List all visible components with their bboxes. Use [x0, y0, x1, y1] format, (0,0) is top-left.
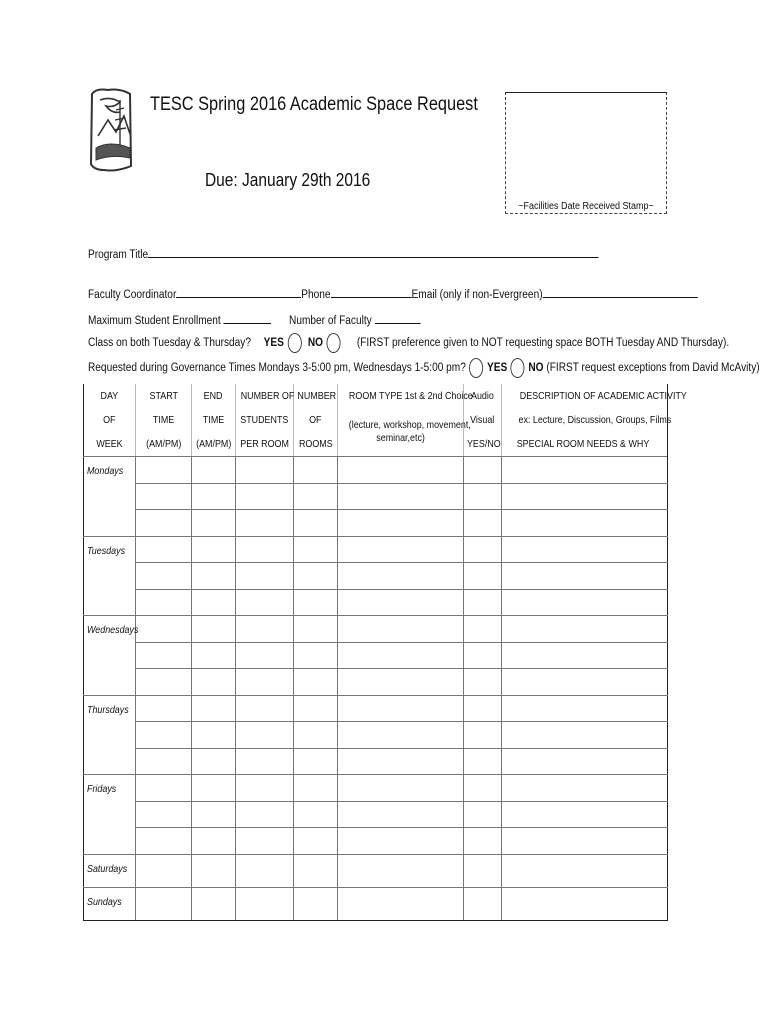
table-cell[interactable] [136, 536, 192, 563]
table-cell[interactable] [192, 722, 236, 749]
table-cell[interactable] [192, 854, 236, 887]
table-cell[interactable] [294, 642, 338, 669]
table-cell[interactable] [464, 828, 502, 855]
table-cell[interactable] [338, 695, 464, 722]
table-cell[interactable] [236, 887, 294, 920]
table-cell[interactable] [136, 563, 192, 590]
table-cell[interactable] [338, 510, 464, 537]
table-cell[interactable] [136, 722, 192, 749]
schedule-body [83, 456, 668, 921]
table-cell[interactable] [464, 457, 502, 484]
day-label: Wednesdays [84, 616, 136, 696]
table-cell[interactable] [192, 775, 236, 802]
table-cell[interactable] [236, 828, 294, 855]
table-cell[interactable] [294, 483, 338, 510]
table-cell[interactable] [236, 854, 294, 887]
table-cell[interactable] [338, 775, 464, 802]
table-cell[interactable] [338, 828, 464, 855]
both-days-yes-label: YES [263, 337, 284, 350]
table-cell[interactable] [136, 589, 192, 616]
table-cell[interactable] [136, 642, 192, 669]
table-cell[interactable] [338, 642, 464, 669]
both-days-no-label: NO [307, 337, 324, 350]
table-cell[interactable] [294, 854, 338, 887]
table-cell[interactable] [464, 510, 502, 537]
table-cell[interactable] [236, 748, 294, 775]
max-enrollment-label: Maximum Student Enrollment [88, 315, 221, 327]
received-stamp-box [505, 92, 667, 214]
table-cell[interactable] [464, 775, 502, 802]
governance-row [88, 358, 760, 378]
table-cell[interactable] [502, 748, 668, 775]
table-cell[interactable] [192, 828, 236, 855]
table-cell[interactable] [464, 642, 502, 669]
table-cell[interactable] [464, 695, 502, 722]
num-faculty-field[interactable] [375, 312, 421, 324]
table-cell[interactable] [338, 589, 464, 616]
table-cell[interactable] [236, 722, 294, 749]
table-cell[interactable] [338, 854, 464, 887]
table-cell[interactable] [502, 828, 668, 855]
table-cell[interactable] [502, 457, 668, 484]
header-start-2: TIME [136, 408, 192, 432]
table-cell[interactable] [502, 563, 668, 590]
table-cell[interactable] [294, 775, 338, 802]
table-cell[interactable] [236, 616, 294, 643]
header-end-3: (AM/PM) [192, 432, 236, 456]
table-row [84, 722, 668, 749]
table-cell[interactable] [192, 642, 236, 669]
table-row [84, 801, 668, 828]
table-cell[interactable] [338, 563, 464, 590]
table-cell[interactable] [236, 642, 294, 669]
header-description-3: SPECIAL ROOM NEEDS & WHY [502, 432, 668, 456]
form-title: TESC Spring 2016 Academic Space Request [150, 94, 478, 115]
email-field[interactable] [543, 286, 698, 298]
faculty-coordinator-field[interactable] [176, 286, 301, 298]
day-label: Saturdays [84, 854, 136, 887]
table-cell[interactable] [294, 616, 338, 643]
table-cell[interactable] [192, 536, 236, 563]
governance-yes-circle[interactable] [469, 358, 483, 378]
header-rooms-1: NUMBER [294, 384, 338, 408]
header-audio-3: YES/NO [464, 432, 502, 456]
table-cell[interactable] [338, 483, 464, 510]
header-students-3: PER ROOM [236, 432, 294, 456]
phone-label: Phone [301, 289, 331, 301]
table-cell[interactable] [192, 748, 236, 775]
table-row [84, 695, 668, 722]
governance-question: Requested during Governance Times Mondays 3-5:00 pm, Wednesdays 1-5:00 pm? [88, 362, 466, 375]
table-cell[interactable] [192, 510, 236, 537]
header-start-3: (AM/PM) [136, 432, 192, 456]
table-cell[interactable] [236, 775, 294, 802]
both-days-note: (FIRST preference given to NOT requesting space BOTH Tuesday AND Thursday). [356, 337, 730, 350]
both-days-row [88, 333, 729, 353]
table-cell[interactable] [192, 801, 236, 828]
header-end-1: END [192, 384, 236, 408]
table-cell[interactable] [338, 616, 464, 643]
table-cell[interactable] [236, 483, 294, 510]
table-cell[interactable] [502, 589, 668, 616]
table-cell[interactable] [464, 589, 502, 616]
header-description-2: ex: Lecture, Discussion, Groups, Films [502, 408, 668, 432]
table-row [84, 589, 668, 616]
table-cell[interactable] [236, 457, 294, 484]
header-room-type-2: (lecture, workshop, movement, seminar,etc) [338, 408, 464, 456]
table-row [84, 775, 668, 802]
table-cell[interactable] [294, 801, 338, 828]
table-cell[interactable] [136, 801, 192, 828]
table-cell[interactable] [502, 616, 668, 643]
table-cell[interactable] [236, 510, 294, 537]
table-cell[interactable] [502, 483, 668, 510]
table-cell[interactable] [464, 536, 502, 563]
table-cell[interactable] [294, 536, 338, 563]
table-cell[interactable] [464, 854, 502, 887]
table-cell[interactable] [192, 457, 236, 484]
table-row [84, 536, 668, 563]
table-row [84, 642, 668, 669]
table-cell[interactable] [192, 563, 236, 590]
header-audio-1: Audio [464, 384, 502, 408]
table-cell[interactable] [236, 695, 294, 722]
table-row [84, 483, 668, 510]
governance-note: (FIRST request exceptions from David McAvity) [546, 362, 760, 375]
header-end-2: TIME [192, 408, 236, 432]
table-row [84, 669, 668, 696]
table-cell[interactable] [136, 828, 192, 855]
table-cell[interactable] [294, 589, 338, 616]
coordinator-row [88, 286, 697, 301]
stamp-label: ~Facilities Date Received Stamp~ [518, 201, 654, 212]
table-cell[interactable] [464, 563, 502, 590]
table-cell[interactable] [136, 775, 192, 802]
table-cell[interactable] [502, 642, 668, 669]
table-cell[interactable] [294, 669, 338, 696]
table-cell[interactable] [338, 669, 464, 696]
both-days-no-circle[interactable] [327, 333, 341, 353]
header-students-1: NUMBER OF [236, 384, 294, 408]
program-title-label: Program Title [88, 249, 149, 261]
table-cell[interactable] [502, 854, 668, 887]
header-room-type-1: ROOM TYPE 1st & 2nd Choice [338, 384, 464, 408]
table-cell[interactable] [136, 510, 192, 537]
due-date: Due: January 29th 2016 [205, 170, 371, 190]
evergreen-logo [86, 86, 136, 176]
table-cell[interactable] [464, 669, 502, 696]
table-cell[interactable] [294, 457, 338, 484]
table-cell[interactable] [502, 536, 668, 563]
table-cell[interactable] [294, 563, 338, 590]
header-audio-2: Visual [464, 408, 502, 432]
table-cell[interactable] [294, 887, 338, 920]
table-cell[interactable] [464, 483, 502, 510]
table-cell[interactable] [294, 828, 338, 855]
table-cell[interactable] [502, 722, 668, 749]
phone-field[interactable] [331, 286, 412, 298]
table-cell[interactable] [136, 887, 192, 920]
table-cell[interactable] [236, 563, 294, 590]
table-cell[interactable] [502, 775, 668, 802]
table-cell[interactable] [192, 695, 236, 722]
table-cell[interactable] [502, 887, 668, 920]
table-cell[interactable] [236, 669, 294, 696]
governance-no-label: NO [528, 362, 544, 375]
table-cell[interactable] [192, 483, 236, 510]
table-cell[interactable] [464, 722, 502, 749]
table-row [84, 748, 668, 775]
table-cell[interactable] [338, 748, 464, 775]
table-cell[interactable] [502, 510, 668, 537]
both-days-yes-circle[interactable] [287, 333, 301, 353]
table-row [84, 616, 668, 643]
table-cell[interactable] [502, 695, 668, 722]
table-cell[interactable] [502, 669, 668, 696]
table-row [84, 563, 668, 590]
table-row [84, 828, 668, 855]
table-row [84, 457, 668, 484]
table-cell[interactable] [294, 695, 338, 722]
header-rooms-3: ROOMS [294, 432, 338, 456]
program-title-field[interactable] [148, 246, 599, 258]
schedule-table [83, 384, 687, 456]
day-label: Mondays [84, 457, 136, 537]
both-days-question: Class on both Tuesday & Thursday? [88, 337, 251, 350]
governance-no-circle[interactable] [511, 358, 525, 378]
header-start-1: START [136, 384, 192, 408]
email-label: Email (only if non-Evergreen) [411, 289, 543, 301]
table-cell[interactable] [502, 801, 668, 828]
table-cell[interactable] [464, 748, 502, 775]
table-cell[interactable] [192, 589, 236, 616]
table-row [84, 854, 668, 887]
header-day-2: OF [84, 408, 136, 432]
governance-yes-label: YES [486, 362, 508, 375]
num-faculty-label: Number of Faculty [289, 315, 372, 327]
table-cell[interactable] [464, 887, 502, 920]
table-cell[interactable] [338, 457, 464, 484]
table-cell[interactable] [338, 722, 464, 749]
table-cell[interactable] [136, 483, 192, 510]
table-cell[interactable] [236, 801, 294, 828]
header-description-1: DESCRIPTION OF ACADEMIC ACTIVITY [502, 384, 668, 408]
day-label: Thursdays [84, 695, 136, 775]
faculty-coordinator-label: Faculty Coordinator [88, 289, 177, 301]
table-cell[interactable] [294, 722, 338, 749]
table-cell[interactable] [136, 854, 192, 887]
table-cell[interactable] [236, 536, 294, 563]
day-label: Sundays [84, 887, 136, 920]
table-cell[interactable] [338, 801, 464, 828]
table-cell[interactable] [136, 669, 192, 696]
day-label: Fridays [84, 775, 136, 855]
table-cell[interactable] [338, 536, 464, 563]
table-cell[interactable] [294, 748, 338, 775]
max-enrollment-field[interactable] [224, 312, 272, 324]
header-day-1: DAY [84, 384, 136, 408]
table-cell[interactable] [338, 887, 464, 920]
day-label: Tuesdays [84, 536, 136, 616]
table-row [84, 510, 668, 537]
enrollment-row [88, 312, 420, 327]
table-cell[interactable] [136, 457, 192, 484]
table-cell[interactable] [464, 616, 502, 643]
table-cell[interactable] [192, 616, 236, 643]
table-cell[interactable] [136, 748, 192, 775]
table-row [84, 887, 668, 920]
table-cell[interactable] [192, 887, 236, 920]
header-students-2: STUDENTS [236, 408, 294, 432]
table-cell[interactable] [294, 510, 338, 537]
table-cell[interactable] [236, 589, 294, 616]
header-day-3: WEEK [84, 432, 136, 456]
header-rooms-2: OF [294, 408, 338, 432]
table-cell[interactable] [136, 695, 192, 722]
program-title-row [88, 246, 599, 261]
table-cell[interactable] [136, 616, 192, 643]
table-cell[interactable] [192, 669, 236, 696]
table-cell[interactable] [464, 801, 502, 828]
